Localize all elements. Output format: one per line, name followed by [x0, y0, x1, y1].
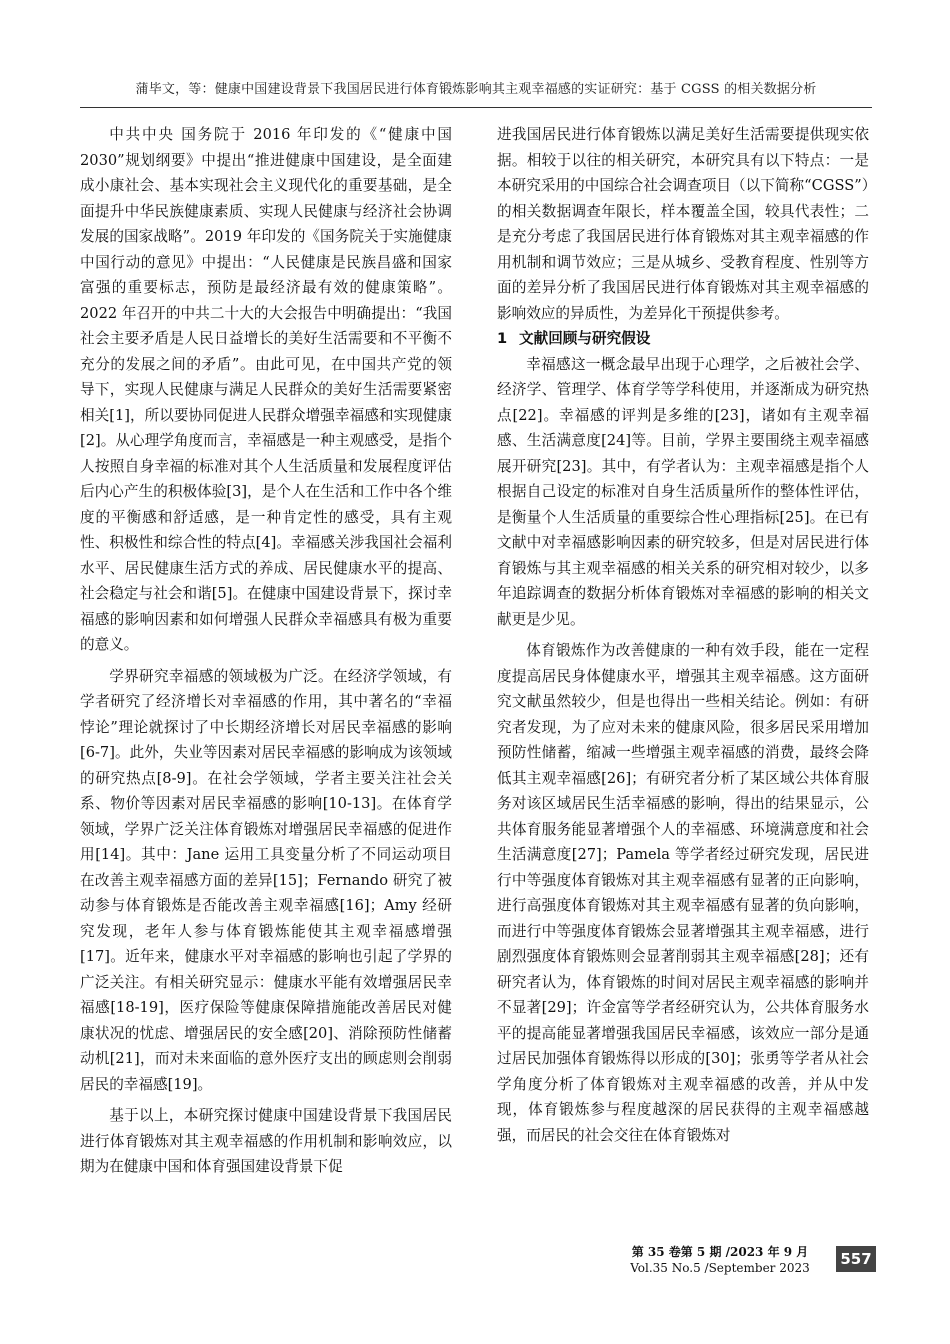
running-title: 蒲毕文，等：健康中国建设背景下我国居民进行体育锻炼影响其主观幸福感的实证研究：基于 CGSS 的相关数据分析 [135, 82, 817, 97]
left-column [80, 122, 452, 1180]
issue-en: Vol.35 No.5 /September 2023 [630, 1261, 810, 1275]
header-divider [80, 107, 872, 108]
issue-info [620, 1244, 820, 1276]
issue-cn: 第 35 卷第 5 期 /2023 年 9 月 [631, 1245, 809, 1259]
body-paragraph: 中共中央 国务院于 2016 年印发的《“健康中国2030”规划纲要》中提出“推进健康中国建设，是全面建成小康社会、基本实现社会主义现代化的重要基础，是全面提升中华民族健康素质、实现人民健康与经济社会协调发展的国家战略”。2019 年印发的《国务院关于实施健康中国行动的意见》中提出：“人民健康是民族昌盛和国家富强的重要标志，预防是最经济最有效的健康策略”。2022 年召开的中共二十大的大会报告中明确提出：“我国社会主要矛盾是人民日益增长的美好生活需要和不平衡不充分的发展之间的矛盾”。由此可见，在中国共产党的领导下，实现人民健康与满足人民群众的美好生活需要紧密相关[1]，所以要协同促进人民群众增强幸福感和实现健康[2]。从心理学角度而言，幸福感是一种主观感受，是指个人按照自身幸福的标准对其个人生活质量和发展程度评估后内心产生的积极体验[3]，是个人在生活和工作中各个维度的平衡感和舒适感，是一种肯定性的感受，具有主观性、积极性和综合性的特点[4]。幸福感关涉我国社会福利水平、居民健康生活方式的养成、居民健康水平的提高、社会稳定与社会和谐[5]。在健康中国建设背景下，探讨幸福感的影响因素和如何增强人民群众幸福感具有极为重要的意义。 [80, 126, 452, 653]
right-column [497, 122, 869, 1148]
section-heading [497, 326, 869, 352]
body-paragraph: 进我国居民进行体育锻炼以满足美好生活需要提供现实依据。相较于以往的相关研究，本研究具有以下特点：一是本研究采用的中国综合社会调查项目（以下简称“CGSS”）的相关数据调查年限长，样本覆盖全国，较具代表性；二是充分考虑了我国居民进行体育锻炼对其主观幸福感的作用机制和调节效应；三是从城乡、受教育程度、性别等方面的差异分析了我国居民进行体育锻炼对其主观幸福感的影响效应的异质性，为差异化干预提供参考。 [497, 126, 869, 322]
body-paragraph: 基于以上，本研究探讨健康中国建设背景下我国居民进行体育锻炼对其主观幸福感的作用机制和影响效应，以期为在健康中国和体育强国建设背景下促 [80, 1107, 452, 1175]
section-title: 文献回顾与研究假设 [519, 330, 651, 347]
page-number: 557 [836, 1246, 876, 1272]
body-paragraph: 幸福感这一概念最早出现于心理学，之后被社会学、经济学、管理学、体育学等学科使用，并逐渐成为研究热点[22]。幸福感的评判是多维的[23]，诸如有主观幸福感、生活满意度[24]等。目前，学界主要围绕主观幸福感展开研究[23]。其中，有学者认为：主观幸福感是指个人根据自己设定的标准对自身生活质量所作的整体性评估，是衡量个人生活质量的重要综合性心理指标[25]。在已有文献中对幸福感影响因素的研究较多，但是对居民进行体育锻炼与其主观幸福感的相关关系的研究相对较少，以多年追踪调查的数据分析体育锻炼对幸福感的影响的相关文献更是少见。 [497, 355, 869, 628]
body-paragraph: 学界研究幸福感的领域极为广泛。在经济学领域，有学者研究了经济增长对幸福感的作用，其中著名的“幸福悖论”理论就探讨了中长期经济增长对居民幸福感的影响[6-7]。此外，失业等因素对居民幸福感的影响成为该领域的研究热点[8-9]。在社会学领域，学者主要关注社会关系、物价等因素对居民幸福感的影响[10-13]。在体育学领域，学界广泛关注体育锻炼对增强居民幸福感的促进作用[14]。其中：Jane 运用工具变量分析了不同运动项目在改善主观幸福感方面的差异[15]；Fernando 研究了被动参与体育锻炼是否能改善主观幸福感[16]；Amy 经研究发现，老年人参与体育锻炼能使其主观幸福感增强[17]。近年来，健康水平对幸福感的影响也引起了学界的广泛关注。有相关研究显示：健康水平能有效增强居民幸福感[18-19]，医疗保险等健康保障措施能改善居民对健康状况的忧虑、增强居民的安全感[20]、消除预防性储蓄动机[21]，而对未来面临的意外医疗支出的顾虑则会削弱居民的幸福感[19]。 [80, 667, 452, 1093]
body-paragraph: 体育锻炼作为改善健康的一种有效手段，能在一定程度提高居民身体健康水平，增强其主观幸福感。这方面研究文献虽然较少，但是也得出一些相关结论。例如：有研究者发现，为了应对未来的健康风险，很多居民采用增加预防性储蓄，缩减一些增强主观幸福感的消费，最终会降低其主观幸福感[26]；有研究者分析了某区域公共体育服务对该区域居民生活幸福感的影响，得出的结果显示，公共体育服务能显著增强个人的幸福感、环境满意度和社会生活满意度[27]；Pamela 等学者经过研究发现，居民进行中等强度体育锻炼对其主观幸福感有显著的正向影响，进行高强度体育锻炼对其主观幸福感有显著的负向影响，而进行中等强度体育锻炼会显著增强其主观幸福感，进行剧烈强度体育锻炼则会显著削弱其主观幸福感[28]；还有研究者认为，体育锻炼的时间对居民主观幸福感的影响并不显著[29]；许金富等学者经研究认为，公共体育服务水平的提高能显著增强我国居民幸福感，该效应一部分是通过居民加强体育锻炼得以形成的[30]；张勇等学者从社会学角度分析了体育锻炼对主观幸福感的改善，并从中发现，体育锻炼参与程度越深的居民获得的主观幸福感越强，而居民的社会交往在体育锻炼对 [497, 642, 869, 1144]
section-number: 1 [497, 330, 508, 347]
